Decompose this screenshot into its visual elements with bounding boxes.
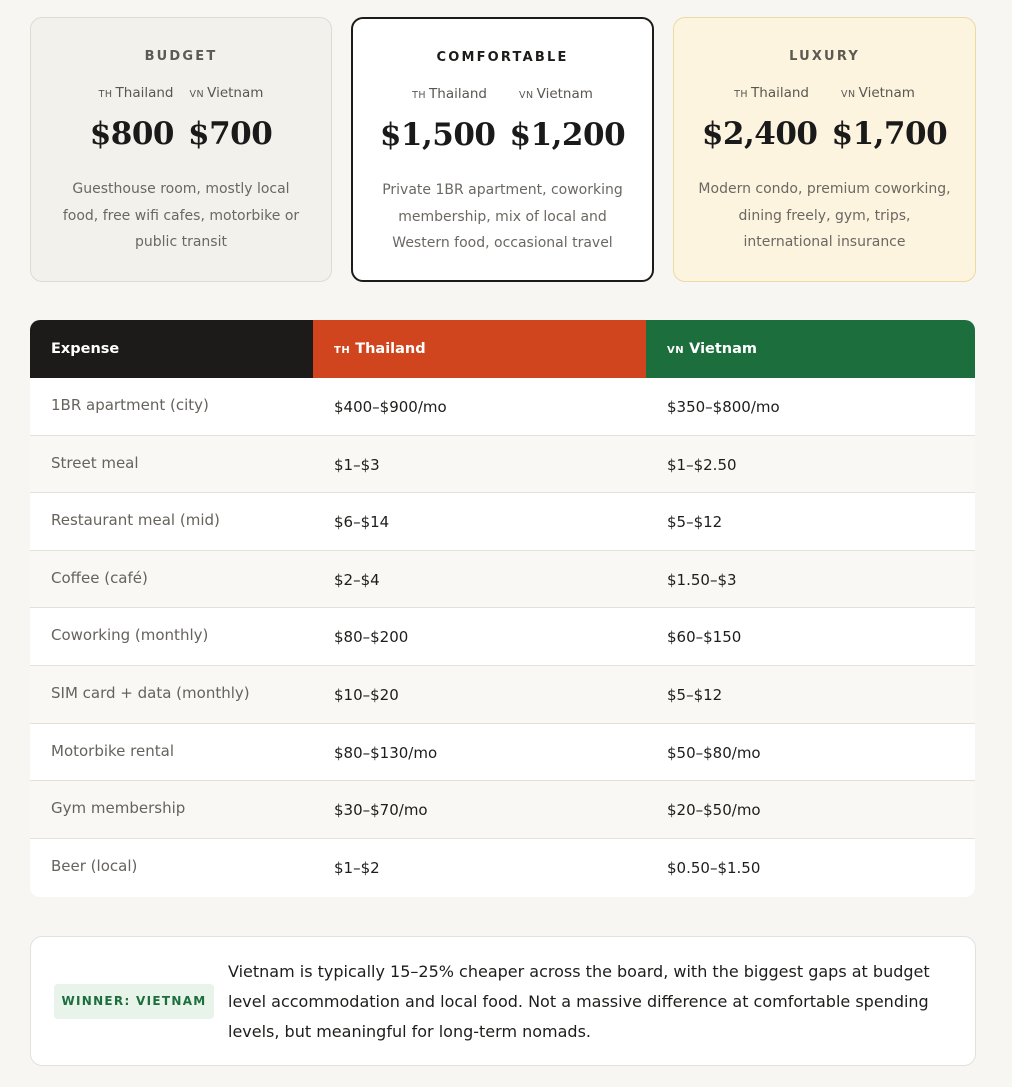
tier-label: COMFORTABLE (436, 50, 569, 65)
thailand-cell: $80–$130/mo (334, 743, 438, 762)
header-thailand (313, 320, 646, 378)
vietnam-cell: $1–$2.50 (667, 455, 737, 474)
table-row (30, 666, 975, 724)
verdict-box (30, 936, 976, 1066)
vietnam-price: $700 (188, 116, 273, 152)
thailand-flag-icon: TH (734, 89, 749, 100)
table-row (30, 378, 975, 436)
thailand-price: $2,400 (701, 116, 818, 152)
header-vietnam (646, 320, 975, 378)
tier-label: LUXURY (789, 49, 860, 64)
expense-cell: Street meal (51, 453, 139, 472)
expense-cell: 1BR apartment (city) (51, 396, 209, 414)
thailand-cell: $400–$900/mo (334, 398, 447, 416)
thailand-flag-icon: TH (334, 345, 351, 356)
thailand-flag-icon: TH (98, 89, 113, 100)
vietnam-cell: $1.50–$3 (667, 570, 737, 589)
vietnam-cell: $50–$80/mo (667, 743, 761, 762)
expense-cell: Restaurant meal (mid) (51, 511, 220, 530)
table-row (30, 551, 975, 609)
table-body (30, 378, 975, 896)
expense-cell: SIM card + data (monthly) (51, 683, 250, 702)
header-label: Thailand (355, 341, 426, 357)
vietnam-flag-icon: VN (189, 89, 205, 100)
country-thailand (734, 85, 809, 101)
country-name: Thailand (115, 85, 174, 101)
table-row (30, 724, 975, 782)
tier-description: Modern condo, premium coworking, dining freely, gym, trips, international insurance (698, 181, 951, 250)
country-vietnam (519, 86, 593, 102)
tier-description: Private 1BR apartment, coworking membership, mix of local and Western food, occasional travel (382, 182, 623, 251)
vietnam-cell: $5–$12 (667, 513, 723, 532)
expense-cell: Coffee (café) (51, 568, 148, 587)
country-name: Thailand (429, 86, 488, 102)
thailand-cell: $30–$70/mo (334, 801, 428, 820)
vietnam-price: $1,200 (509, 117, 626, 153)
expense-cell: Coworking (monthly) (51, 626, 209, 645)
vietnam-flag-icon: VN (841, 89, 856, 100)
vietnam-cell: $0.50–$1.50 (667, 858, 761, 877)
country-name: Thailand (751, 85, 810, 101)
thailand-price: $800 (89, 116, 174, 152)
table-row (30, 493, 975, 551)
cost-tiers (30, 17, 976, 282)
expense-comparison-table (30, 320, 975, 897)
tier-prices (674, 116, 975, 152)
thailand-cell: $10–$20 (334, 685, 399, 704)
table-header (30, 320, 975, 378)
thailand-cell: $2–$4 (334, 570, 380, 589)
vietnam-cell: $350–$800/mo (667, 398, 780, 416)
header-expense: Expense (30, 320, 313, 378)
vietnam-flag-icon: VN (519, 90, 534, 101)
country-thailand (412, 86, 487, 102)
thailand-cell: $1–$3 (334, 455, 380, 474)
thailand-cell: $80–$200 (334, 628, 409, 647)
country-vietnam (190, 85, 264, 101)
country-vietnam (841, 85, 915, 101)
thailand-cell: $1–$2 (334, 858, 380, 877)
header-label: Vietnam (689, 341, 758, 357)
table-row (30, 608, 975, 666)
thailand-price: $1,500 (379, 117, 496, 153)
tier-card-luxury (673, 17, 976, 282)
country-name: Vietnam (536, 86, 593, 102)
expense-cell: Beer (local) (51, 856, 138, 875)
vietnam-flag-icon: VN (667, 345, 685, 356)
table-row (30, 436, 975, 494)
tier-label: BUDGET (144, 49, 218, 64)
table-row (30, 839, 975, 897)
tier-card-comfortable (351, 17, 654, 282)
thailand-cell: $6–$14 (334, 513, 390, 532)
table-row (30, 781, 975, 839)
thailand-flag-icon: TH (412, 90, 427, 101)
tier-countries (31, 85, 331, 101)
expense-cell: Gym membership (51, 799, 186, 818)
vietnam-cell: $60–$150 (667, 628, 742, 647)
vietnam-cell: $5–$12 (667, 685, 723, 704)
verdict-text: Vietnam is typically 15–25% cheaper across the board, with the biggest gaps at budget level accommodation and local food. Not a massive difference at comfortable spending levels, but meaningful for long-term nomads. (228, 962, 930, 1041)
tier-card-budget (30, 17, 332, 282)
vietnam-price: $1,700 (831, 116, 948, 152)
vietnam-cell: $20–$50/mo (667, 801, 761, 820)
tier-description: Guesthouse room, mostly local food, free wifi cafes, motorbike or public transit (62, 181, 300, 250)
country-name: Vietnam (858, 85, 915, 101)
tier-prices (31, 116, 331, 152)
tier-countries (353, 86, 652, 102)
country-name: Vietnam (207, 85, 264, 101)
winner-badge: WINNER: VIETNAM (54, 984, 214, 1019)
country-thailand (99, 85, 174, 101)
tier-countries (674, 85, 975, 101)
tier-prices (353, 117, 652, 153)
expense-cell: Motorbike rental (51, 741, 174, 760)
